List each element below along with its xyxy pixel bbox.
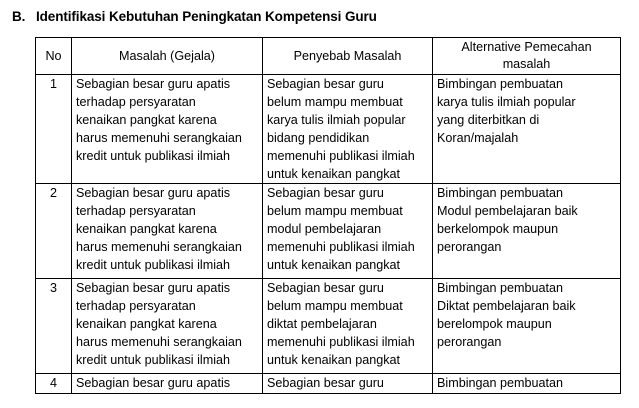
row-number: 3 [36,279,72,374]
row-number: 1 [36,75,72,184]
table-row [36,75,621,184]
cell-penyebab: Sebagian besar guru belum mampu membuat diktat pembelajaran memenuhi publikasi ilmiah untuk kenaikan pangkat [263,279,433,374]
cell-penyebab: Sebagian besar guru belum mampu membuat karya tulis ilmiah popular bidang pendidikan memenuhi publikasi ilmiah untuk kenaikan pangkat [263,75,433,184]
cell-alternative: Bimbingan pembuatan [433,374,621,394]
cell-masalah: Sebagian besar guru apatis terhadap persyaratan kenaikan pangkat karena harus memenuhi serangkaian kredit untuk publikasi ilmiah [72,279,263,374]
row-number: 4 [36,374,72,394]
cell-penyebab: Sebagian besar guru [263,374,433,394]
table-row [36,184,621,279]
cell-alternative: Bimbingan pembuatan karya tulis ilmiah popular yang diterbitkan di Koran/majalah [433,75,621,184]
cell-masalah: Sebagian besar guru apatis terhadap persyaratan kenaikan pangkat karena harus memenuhi serangkaian kredit untuk publikasi ilmiah [72,184,263,279]
table-row [36,374,621,394]
competency-needs-table [35,37,621,394]
cell-penyebab: Sebagian besar guru belum mampu membuat modul pembelajaran memenuhi publikasi ilmiah untuk kenaikan pangkat [263,184,433,279]
row-number: 2 [36,184,72,279]
cell-alternative: Bimbingan pembuatan Diktat pembelajaran baik berelompok maupun perorangan [433,279,621,374]
section-letter: B. [12,9,26,24]
cell-masalah: Sebagian besar guru apatis [72,374,263,394]
cell-alternative: Bimbingan pembuatan Modul pembelajaran baik berkelompok maupun perorangan [433,184,621,279]
section-title: Identifikasi Kebutuhan Peningkatan Kompetensi Guru [36,9,377,24]
header-masalah: Masalah (Gejala) [72,38,263,75]
table-row [36,279,621,374]
header-penyebab: Penyebab Masalah [263,38,433,75]
section-heading [12,9,377,24]
cell-masalah: Sebagian besar guru apatis terhadap persyaratan kenaikan pangkat karena harus memenuhi serangkaian kredit untuk publikasi ilmiah [72,75,263,184]
header-no: No [36,38,72,75]
table-header-row [36,38,621,75]
header-alternative: Alternative Pemecahan masalah [433,38,621,75]
